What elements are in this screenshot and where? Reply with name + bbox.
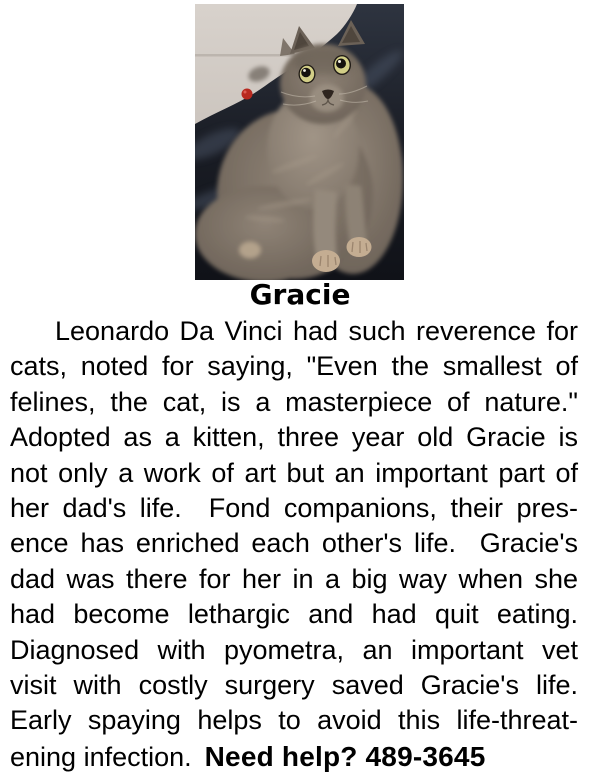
story-line: Adopted as a kitten, three year old Gracie is bbox=[10, 422, 578, 453]
story-line: cats, noted for saying, "Even the smallest of bbox=[10, 351, 578, 382]
story-line: Leonardo Da Vinci had such reverence for bbox=[55, 316, 578, 346]
story-line-last bbox=[10, 739, 578, 775]
story-line: Diagnosed with pyometra, an important vet bbox=[10, 634, 578, 665]
story-line: had become lethargic and had quit eating. bbox=[10, 599, 578, 630]
story-line: her dad's life. Fond companions, their pres- bbox=[10, 493, 578, 524]
story-line: not only a work of art but an important part of bbox=[10, 457, 578, 488]
story-line: dad was there for her in a big way when she bbox=[10, 563, 578, 594]
story-line-last-text: ening infection. bbox=[10, 741, 192, 772]
story-line: Early spaying helps to avoid this life-threat- bbox=[10, 705, 578, 736]
cat-illustration bbox=[195, 4, 404, 280]
pet-name-heading: Gracie bbox=[249, 278, 351, 311]
story-line: felines, the cat, is a masterpiece of nature." bbox=[10, 386, 578, 417]
story-line: ence has enriched each other's life. Gracie's bbox=[10, 528, 578, 559]
story-text bbox=[10, 314, 578, 775]
help-phone-number: Need help? 489-3645 bbox=[204, 740, 486, 772]
red-toy-ball bbox=[242, 89, 253, 100]
cat-photo bbox=[195, 4, 404, 280]
story-line: visit with costly surgery saved Gracie's life. bbox=[10, 670, 578, 701]
